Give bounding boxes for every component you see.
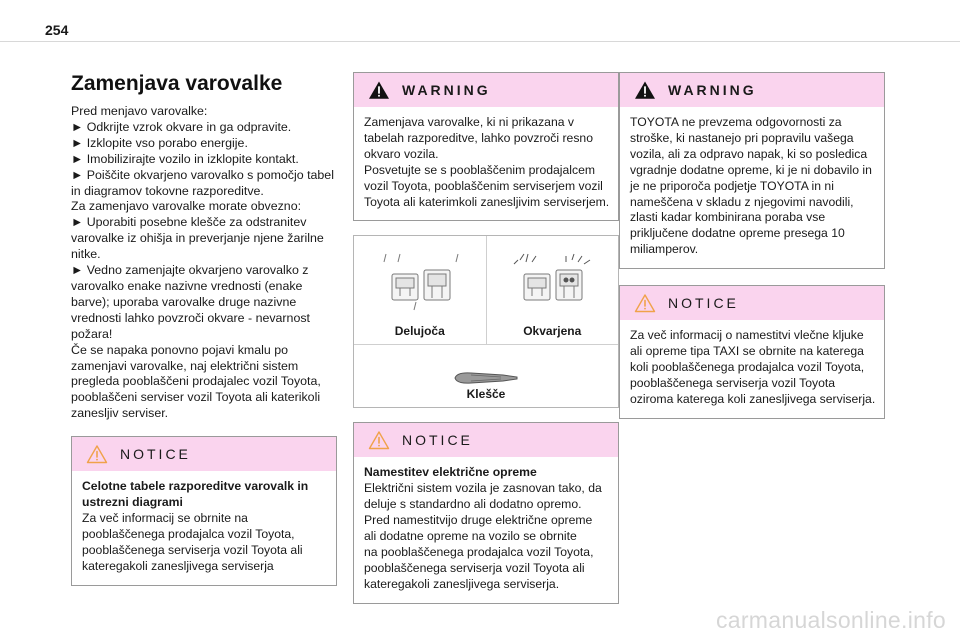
notice-header — [72, 437, 336, 471]
fuse-figure — [353, 235, 619, 408]
notice-heading: NOTICE — [120, 446, 191, 463]
notice-triangle-icon — [634, 293, 656, 313]
notice-bold-line: ustrezni diagrami — [82, 495, 183, 510]
warning-triangle-icon — [368, 80, 390, 100]
middle-column — [353, 72, 619, 618]
notice-triangle-icon — [368, 430, 390, 450]
intro-line: ► Uporabiti posebne klešče za odstranitev — [71, 215, 307, 230]
warning-line: vgradnje dodatne opreme, ki je ni dobavilo in — [630, 162, 872, 177]
fuse-intact-illustration — [370, 252, 470, 318]
notice-line: pooblaščenega serviserja vozil Toyota ali — [364, 560, 585, 575]
fuse-good-label: Delujoča — [394, 324, 445, 339]
warning-heading: WARNING — [668, 82, 757, 98]
warning-line: Posvetujte se s pooblaščenim prodajalcem — [364, 162, 596, 177]
notice-triangle-icon — [86, 444, 108, 464]
warning-triangle-icon — [634, 80, 656, 100]
notice-body — [620, 320, 884, 418]
warning-line: Toyota ali katerimkoli zanesljivim serviserjem. — [364, 194, 610, 209]
fuse-blown-illustration — [502, 252, 602, 318]
intro-line: pregleda pooblaščeni prodajalec vozil Toyota, — [71, 374, 321, 389]
section-title: Zamenjava varovalke — [71, 72, 283, 95]
pliers-label: Klešče — [466, 387, 506, 402]
warning-box-fuse — [353, 72, 619, 221]
fuse-pliers-illustration — [451, 369, 521, 387]
warning-line: miliamperov. — [630, 242, 699, 257]
warning-line: tabelah razporeditve, lahko povzroči resno — [364, 130, 593, 145]
intro-line: Pred menjavo varovalke: — [71, 104, 208, 118]
fuse-bad-panel — [486, 236, 619, 344]
left-column — [71, 72, 337, 600]
warning-header — [354, 73, 618, 107]
intro-line: ► Poiščite okvarjeno varovalko s pomočjo tabel — [71, 167, 334, 182]
intro-line: ► Vedno zamenjajte okvarjeno varovalko z — [71, 263, 309, 278]
intro-line: varovalko enake nazivne vrednosti (enake — [71, 278, 303, 293]
notice-line: deluje s standardno ali dodatno opremo. — [364, 497, 582, 512]
intro-line: ► Izklopite vso porabo energije. — [71, 135, 248, 150]
fuse-bad-label: Okvarjena — [523, 324, 582, 339]
intro-line: zanesljiv serviser. — [71, 406, 169, 421]
intro-line: varovalke iz ohišja in preverjanje njene žarilne — [71, 231, 324, 246]
intro-line: ► Odkrijte vzrok okvare in ga odpravite. — [71, 119, 292, 134]
right-column — [619, 72, 885, 433]
notice-line: oziroma katerega koli zanesljivega serviserja. — [630, 391, 876, 406]
intro-line: vrednosti lahko povzroči okvare - nevarnost — [71, 310, 310, 325]
notice-box-towbar — [619, 285, 885, 419]
warning-line: okvaro vozila. — [364, 146, 439, 161]
fuse-good-panel — [354, 236, 486, 344]
intro-line: požara! — [71, 326, 113, 341]
intro-line: Če se napaka ponovno pojavi kmalu po — [71, 342, 288, 357]
notice-header — [354, 423, 618, 457]
intro-line: barve); uporaba varovalke druge nazivne — [71, 294, 297, 309]
notice-line: ali opreme tipa TAXI se obrnite na katerega — [630, 344, 864, 359]
notice-line: na pooblaščenega prodajalca vozil Toyota, — [364, 544, 594, 559]
notice-box-fuse-tables — [71, 436, 337, 585]
notice-body — [72, 471, 336, 584]
notice-line: kateregakoli zanesljivega serviserja. — [364, 576, 560, 591]
notice-line: pooblaščenega prodajalca vozil Toyota, — [82, 526, 295, 541]
notice-line: Pred namestitvijo druge električne opreme — [364, 513, 593, 528]
notice-line: pooblaščenega serviserja vozil Toyota ali — [82, 542, 303, 557]
warning-line: vozila, ali za odpravo napak, ki so posledica — [630, 146, 868, 161]
notice-line: Za več informacij se obrnite na — [82, 510, 248, 525]
warning-line: je ne priporoča podjetje TOYOTA in ni — [630, 178, 834, 193]
warning-body — [354, 107, 618, 220]
intro-line: in diagramov tokovne razporeditve. — [71, 183, 264, 198]
notice-line: pooblaščenega serviserja vozil Toyota — [630, 375, 836, 390]
notice-box-electrical — [353, 422, 619, 603]
warning-heading: WARNING — [402, 82, 491, 98]
intro-line: Za zamenjavo varovalke morate obvezno: — [71, 199, 302, 214]
warning-line: nameščena v skladu z njegovimi navodili, — [630, 194, 854, 209]
notice-header — [620, 286, 884, 320]
warning-line: priključene dodatne opreme presega 10 — [630, 226, 845, 241]
intro-text — [71, 104, 337, 422]
notice-line: kateregakoli zanesljivega serviserja — [82, 558, 274, 573]
warning-body — [620, 107, 884, 268]
site-watermark: carmanualsonline.info — [715, 607, 946, 633]
notice-line: Električni sistem vozila je zasnovan tako, da — [364, 481, 602, 496]
notice-bold-line: Namestitev električne opreme — [364, 465, 537, 480]
warning-line: vozil Toyota, pooblaščenim serviserjem vozil — [364, 178, 603, 193]
pliers-panel — [354, 344, 618, 407]
notice-line: koli pooblaščenega prodajalca vozil Toyota, — [630, 359, 865, 374]
notice-body — [354, 457, 618, 602]
warning-line: stroške, ki nastanejo pri popravilu vašega — [630, 130, 854, 145]
warning-line: zlasti kadar kombinirana poraba vse — [630, 210, 826, 225]
warning-header — [620, 73, 884, 107]
notice-heading: NOTICE — [402, 432, 473, 449]
notice-line: ali dodatne opreme na vozilo se obrnite — [364, 529, 577, 544]
intro-line: nitke. — [71, 247, 101, 262]
notice-bold-line: Celotne tabele razporeditve varovalk in — [82, 479, 309, 494]
top-divider — [0, 41, 960, 42]
page-number: 254 — [45, 22, 69, 38]
warning-box-liability — [619, 72, 885, 269]
notice-heading: NOTICE — [668, 295, 739, 312]
notice-line: Za več informacij o namestitvi vlečne kljuke — [630, 328, 864, 343]
warning-line: Zamenjava varovalke, ki ni prikazana v — [364, 115, 574, 129]
intro-line: zamenjavi varovalke, naj električni sistem — [71, 358, 299, 373]
intro-line: ► Imobilizirajte vozilo in izklopite kontakt. — [71, 151, 299, 166]
intro-line: pooblaščeni serviser vozil Toyota ali katerikoli — [71, 390, 321, 405]
warning-line: TOYOTA ne prevzema odgovornosti za — [630, 115, 842, 129]
